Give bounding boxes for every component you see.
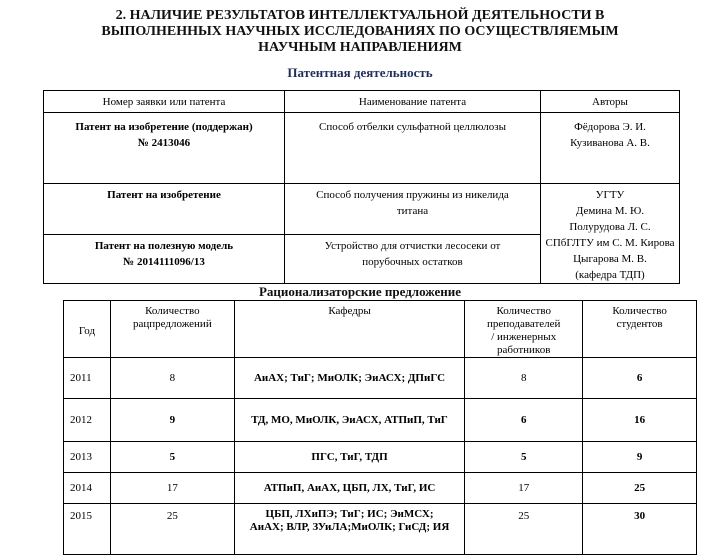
table-row	[64, 358, 697, 399]
rationalization-table	[63, 300, 697, 555]
table-row	[44, 113, 680, 184]
staff-count-cell: 17	[465, 473, 583, 504]
year-cell: 2013	[64, 442, 111, 473]
col-header-name: Наименование патента	[285, 91, 541, 113]
rationalization-heading: Рационализаторские предложение	[258, 284, 462, 299]
table-row	[64, 504, 697, 555]
page-title	[40, 8, 680, 56]
departments-cell: АиАХ; ТиГ; МиОЛК; ЭиАСХ; ДПиГС	[234, 358, 465, 399]
patent-table-header	[44, 91, 680, 113]
col-header-year: Год	[64, 301, 111, 358]
col-header-departments: Кафедры	[234, 301, 465, 358]
col-header-students: Количество студентов	[583, 301, 697, 358]
proposals-count-cell: 5	[110, 442, 234, 473]
staff-count-cell: 6	[465, 399, 583, 442]
col-header-authors: Авторы	[541, 91, 680, 113]
proposals-count-cell: 8	[110, 358, 234, 399]
patent-name-cell: Способ получения пружины из никелида титана	[285, 184, 541, 235]
title-line-1: 2. НАЛИЧИЕ РЕЗУЛЬТАТОВ ИНТЕЛЛЕКТУАЛЬНОЙ ДЕЯТЕЛЬНОСТИ В	[115, 8, 605, 23]
patent-section-heading: Патентная деятельность	[287, 65, 433, 80]
departments-cell: ТД, МО, МиОЛК, ЭиАСХ, АТПиП, ТиГ	[234, 399, 465, 442]
patent-authors-cell: Фёдорова Э. И. Кузиванова А. В.	[541, 113, 680, 184]
table-row	[44, 184, 680, 235]
year-cell: 2011	[64, 358, 111, 399]
proposals-count-cell: 25	[110, 504, 234, 555]
departments-cell: ЦБП, ЛХиПЭ; ТиГ; ИС; ЭиМСХ; АиАХ; ВЛР, ЗУиЛА;МиОЛК; ГиСД; ИЯ	[234, 504, 465, 555]
patent-name-cell: Устройство для отчистки лесосеки от порубочных остатков	[285, 234, 541, 284]
departments-cell: АТПиП, АиАХ, ЦБП, ЛХ, ТиГ, ИС	[234, 473, 465, 504]
table-row	[64, 473, 697, 504]
year-cell: 2015	[64, 504, 111, 555]
title-line-3: НАУЧНЫМ НАПРАВЛЕНИЯМ	[258, 40, 462, 55]
students-count-cell: 25	[583, 473, 697, 504]
students-count-cell: 6	[583, 358, 697, 399]
table-row	[64, 399, 697, 442]
students-count-cell: 9	[583, 442, 697, 473]
rationalization-table-header	[64, 301, 697, 358]
year-cell: 2012	[64, 399, 111, 442]
students-count-cell: 30	[583, 504, 697, 555]
table-row	[64, 442, 697, 473]
proposals-count-cell: 9	[110, 399, 234, 442]
staff-count-cell: 25	[465, 504, 583, 555]
patent-authors-merged-cell: УГТУ Демина М. Ю. Полурудова Л. С. СПбГЛТУ им С. М. Кирова Цыгарова М. В. (кафедра ТДП)	[541, 184, 680, 284]
staff-count-cell: 5	[465, 442, 583, 473]
col-header-proposals: Количество рацпредложений	[110, 301, 234, 358]
year-cell: 2014	[64, 473, 111, 504]
patent-table	[43, 90, 680, 284]
patent-name-cell: Способ отбелки сульфатной целлюлозы	[285, 113, 541, 184]
staff-count-cell: 8	[465, 358, 583, 399]
patent-number-cell: Патент на изобретение (поддержан) № 2413046	[44, 113, 285, 184]
col-header-staff: Количество преподавателей / инженерных работников	[465, 301, 583, 358]
patent-number-cell: Патент на полезную модель № 2014111096/13	[44, 234, 285, 284]
students-count-cell: 16	[583, 399, 697, 442]
patent-number-cell: Патент на изобретение	[44, 184, 285, 235]
proposals-count-cell: 17	[110, 473, 234, 504]
title-line-2: ВЫПОЛНЕННЫХ НАУЧНЫХ ИССЛЕДОВАНИЯХ ПО ОСУЩЕСТВЛЯЕМЫМ	[101, 24, 619, 39]
col-header-number: Номер заявки или патента	[44, 91, 285, 113]
departments-cell: ПГС, ТиГ, ТДП	[234, 442, 465, 473]
